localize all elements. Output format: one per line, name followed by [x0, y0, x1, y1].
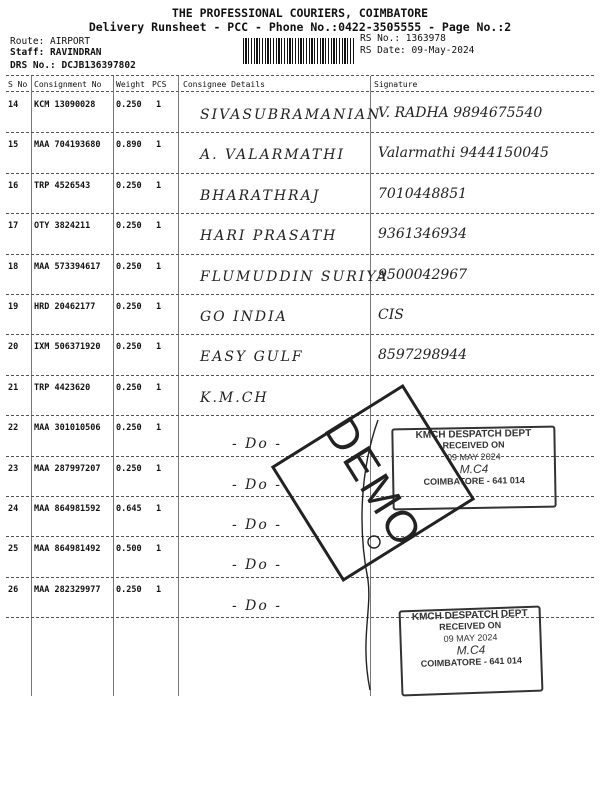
col-header-consignee: Consignee Details	[183, 80, 265, 89]
row-consignment-no: MAA 864981492	[34, 544, 101, 555]
stamp-place: COIMBATORE - 641 014	[423, 475, 525, 487]
row-sno: 15	[8, 140, 19, 151]
row-pcs: 1	[156, 544, 162, 555]
row-consignment-no: TRP 4526543	[34, 180, 91, 191]
stamp-initials: M.C4	[456, 642, 486, 658]
stamp-line2: RECEIVED ON	[438, 619, 502, 633]
row-weight: 0.250	[116, 221, 142, 232]
row-pcs: 1	[156, 221, 162, 232]
row-consignment-no: MAA 282329977	[34, 584, 101, 595]
row-signature: 8597298944	[378, 347, 468, 364]
row-consignee: K.M.CH	[200, 389, 269, 406]
row-consignment-no: MAA 704193680	[34, 140, 101, 151]
staff-label: Staff: RAVINDRAN	[10, 47, 102, 58]
row-sno: 19	[8, 302, 19, 312]
row-consignee: - Do -	[232, 436, 283, 453]
row-weight: 0.500	[116, 544, 142, 555]
row-consignment-no: KCM 13090028	[34, 100, 96, 110]
row-consignee: FLUMUDDIN SURIYA	[200, 268, 389, 285]
table-row	[0, 93, 600, 133]
stamp-line1: KMCH DESPATCH DEPT	[411, 608, 528, 624]
row-weight: 0.250	[116, 423, 142, 434]
row-weight: 0.890	[116, 140, 142, 151]
runsheet-subtitle: Delivery Runsheet - PCC - Phone No.:0422-3505555 - Page No.:2	[88, 20, 512, 34]
rs-number: RS No.: 1363978	[360, 33, 446, 44]
row-weight: 0.250	[116, 302, 142, 312]
rs-date: RS Date: 09-May-2024	[360, 45, 475, 56]
drs-number: DRS No.: DCJB136397802	[10, 60, 136, 71]
stamp-date: 09 MAY 2024	[446, 451, 501, 463]
row-consignee: - Do -	[232, 557, 283, 574]
stamp-place: COIMBATORE - 641 014	[420, 655, 523, 669]
stamp-line1: KMCH DESPATCH DEPT	[415, 427, 532, 442]
row-weight: 0.250	[116, 261, 142, 272]
table-row	[0, 174, 600, 214]
row-pcs: 1	[156, 342, 162, 353]
row-sno: 23	[8, 463, 19, 474]
stamp-initials: M.C4	[459, 461, 489, 477]
row-pcs: 1	[156, 180, 162, 191]
table-row	[0, 255, 600, 295]
row-signature: 7010448851	[378, 185, 468, 202]
col-header-sno: S No	[8, 80, 28, 89]
barcode	[243, 38, 355, 64]
row-consignee: SIVASUBRAMANIAN	[200, 107, 382, 123]
row-pcs: 1	[156, 382, 162, 393]
row-pcs: 1	[156, 140, 162, 151]
row-signature: 9500042967	[378, 266, 468, 283]
row-pcs: 1	[156, 423, 162, 434]
row-sno: 16	[8, 180, 19, 191]
row-signature: CIS	[378, 307, 404, 323]
table-row	[0, 214, 600, 254]
received-stamp	[399, 606, 544, 697]
row-sno: 24	[8, 504, 19, 514]
row-sno: 18	[8, 261, 19, 272]
row-consignee: EASY GULF	[200, 349, 304, 366]
table-row	[0, 335, 600, 375]
header-rule-top	[6, 75, 594, 76]
row-weight: 0.250	[116, 100, 142, 110]
row-consignee: A. VALARMATHI	[200, 147, 345, 164]
row-weight: 0.250	[116, 342, 142, 353]
row-weight: 0.250	[116, 463, 142, 474]
row-consignment-no: MAA 301010506	[34, 423, 101, 434]
row-pcs: 1	[156, 302, 162, 312]
row-consignee: - Do -	[232, 476, 283, 493]
row-consignment-no: MAA 287997207	[34, 463, 101, 474]
row-consignee: BHARATHRAJ	[200, 187, 321, 204]
row-consignment-no: MAA 864981592	[34, 504, 101, 514]
row-consignee: - Do -	[232, 597, 283, 614]
row-consignment-no: MAA 573394617	[34, 261, 101, 272]
row-weight: 0.645	[116, 504, 142, 514]
row-pcs: 1	[156, 463, 162, 474]
row-consignment-no: TRP 4423620	[34, 382, 91, 393]
row-sno: 25	[8, 544, 19, 555]
row-sno: 21	[8, 382, 19, 393]
row-consignment-no: IXM 506371920	[34, 342, 101, 353]
row-weight: 0.250	[116, 382, 142, 393]
col-header-weight: Weight	[116, 80, 145, 89]
row-pcs: 1	[156, 261, 162, 272]
row-pcs: 1	[156, 504, 162, 514]
row-pcs: 1	[156, 100, 162, 110]
row-sno: 22	[8, 423, 19, 434]
company-title: THE PROFESSIONAL COURIERS, COIMBATORE	[171, 6, 429, 20]
col-header-consignment: Consignment No	[34, 80, 102, 89]
table-row	[0, 133, 600, 173]
row-pcs: 1	[156, 584, 162, 595]
table-row	[0, 295, 600, 335]
table-row	[0, 376, 600, 416]
row-sno: 20	[8, 342, 19, 353]
row-signature: Valarmathi 9444150045	[378, 145, 549, 162]
stamp-date: 09 MAY 2024	[443, 632, 498, 644]
table-row	[0, 537, 600, 577]
row-consignee: GO INDIA	[200, 309, 288, 325]
row-signature: V. RADHA 9894675540	[378, 105, 543, 121]
row-consignee: - Do -	[232, 517, 283, 533]
stamp-line2: RECEIVED ON	[442, 439, 505, 451]
col-header-signature: Signature	[374, 80, 418, 89]
row-consignment-no: OTY 3824211	[34, 221, 91, 232]
row-weight: 0.250	[116, 180, 142, 191]
row-sno: 14	[8, 100, 19, 110]
row-weight: 0.250	[116, 584, 142, 595]
col-header-pcs: PCS	[152, 80, 167, 89]
row-sno: 17	[8, 221, 19, 232]
route-label: Route: AIRPORT	[10, 36, 91, 47]
demo-watermark-text: DEMO	[314, 408, 433, 557]
row-signature: 9361346934	[378, 226, 468, 243]
row-consignee: HARI PRASATH	[200, 228, 338, 245]
header-rule-bottom	[6, 91, 594, 92]
row-consignment-no: HRD 20462177	[34, 302, 96, 312]
row-sno: 26	[8, 584, 19, 595]
